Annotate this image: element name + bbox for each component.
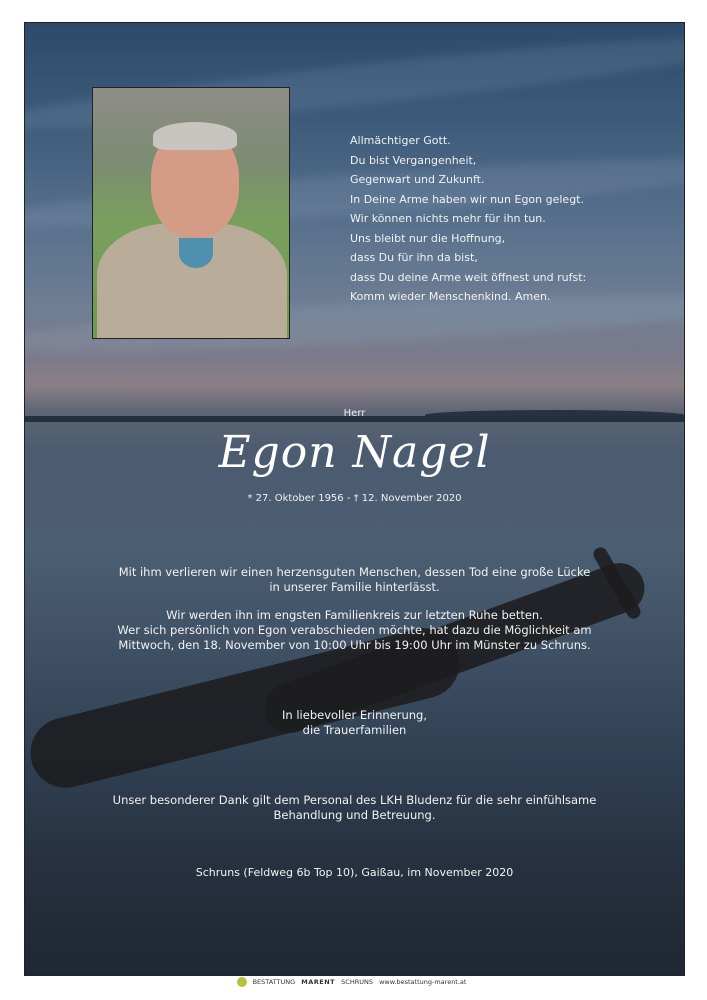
paragraph-memory xyxy=(25,708,684,738)
text-line: Mittwoch, den 18. November von 10:00 Uhr bis 19:00 Uhr im Münster zu Schruns. xyxy=(118,638,591,652)
text-line: die Trauerfamilien xyxy=(302,723,407,737)
poem-line: Allmächtiger Gott. xyxy=(350,134,451,147)
poem-line: Wir können nichts mehr für ihn tun. xyxy=(350,212,546,225)
poem-line: In Deine Arme haben wir nun Egon gelegt. xyxy=(350,192,584,206)
photo-hair xyxy=(153,122,237,150)
poem-line: Du bist Vergangenheit, xyxy=(350,153,477,167)
poem-line: Uns bleibt nur die Hoffnung, xyxy=(350,231,506,245)
footer-place: SCHRUNS xyxy=(341,978,373,986)
footer-brand: MARENT xyxy=(301,978,336,986)
poem-line: dass Du für ihn da bist, xyxy=(350,251,478,264)
life-dates: * 27. Oktober 1956 - † 12. November 2020 xyxy=(247,493,462,504)
footer-bestattung: BESTATTUNG xyxy=(252,978,296,986)
salutation: Herr xyxy=(343,408,366,419)
poem xyxy=(350,131,586,307)
text-line: Wir werden ihn im engsten Familienkreis zur letzten Ruhe betten. xyxy=(166,608,543,622)
paragraph-funeral xyxy=(25,608,684,653)
text-line: In liebevoller Erinnerung, xyxy=(282,708,427,722)
photo-shirt xyxy=(179,238,213,268)
text-line: in unserer Familie hinterlässt. xyxy=(269,580,440,594)
place-date-line xyxy=(25,865,684,880)
obituary-card xyxy=(24,22,685,976)
footer-url[interactable]: www.bestattung-marent.at xyxy=(379,978,467,986)
paragraph-loss xyxy=(25,565,684,595)
text-line: Unser besonderer Dank gilt dem Personal des LKH Bludenz für die sehr einfühlsame xyxy=(112,793,597,807)
poem-line: Gegenwart und Zukunft. xyxy=(350,173,485,186)
text-line: Mit ihm verlieren wir einen herzensguten Menschen, dessen Tod eine große Lücke xyxy=(118,565,591,579)
marent-logo-icon xyxy=(237,977,247,987)
text-line: Behandlung und Betreuung. xyxy=(273,808,436,822)
deceased-name: Egon Nagel xyxy=(218,427,491,478)
portrait-photo xyxy=(92,87,290,339)
text-line: Schruns (Feldweg 6b Top 10), Gaißau, im November 2020 xyxy=(195,866,514,879)
poem-line: Komm wieder Menschenkind. Amen. xyxy=(350,290,551,303)
paragraph-thanks xyxy=(25,793,684,823)
footer xyxy=(0,970,707,994)
text-line: Wer sich persönlich von Egon verabschieden möchte, hat dazu die Möglichkeit am xyxy=(117,623,592,637)
poem-line: dass Du deine Arme weit öffnest und rufst: xyxy=(350,270,587,284)
